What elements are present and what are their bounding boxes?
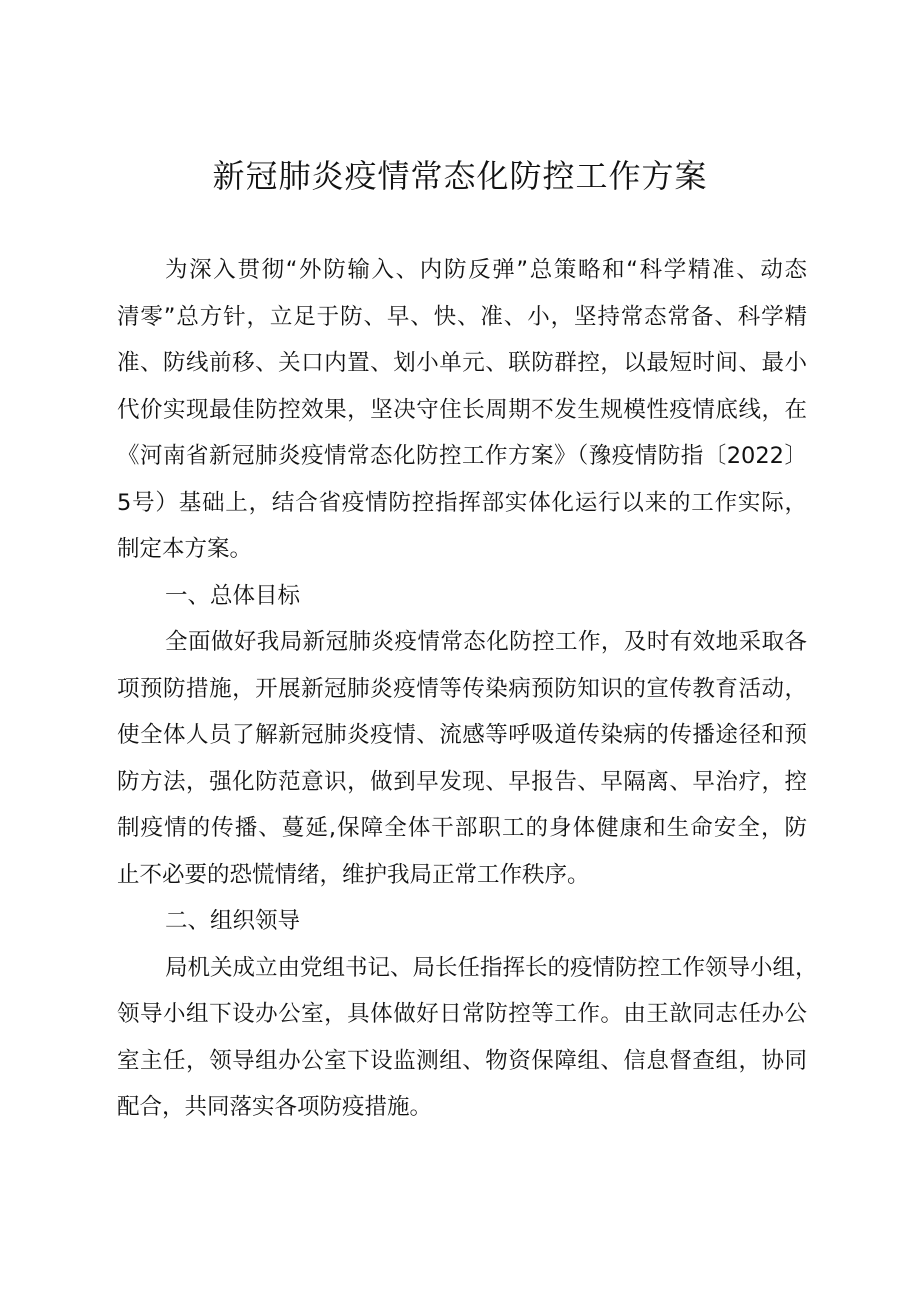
paragraph-1-line-2: 清零”总方针，立足于防、早、快、准、小，坚持常态常备、科学精 — [117, 303, 807, 330]
paragraph-1-line-7: 制定本方案。 — [117, 536, 253, 562]
paragraph-2-line-3: 使全体人员了解新冠肺炎疫情、流感等呼吸道传染病的传播途径和预 — [117, 722, 807, 748]
paragraph-1-line-1: 为深入贯彻“外防输入、内防反弹”总策略和“科学精准、动态 — [165, 257, 807, 283]
paragraph-1-line-3: 准、防线前移、关口内置、划小单元、联防群控，以最短时间、最小 — [117, 350, 807, 376]
paragraph-1-line-4: 代价实现最佳防控效果，坚决守住长周期不发生规模性疫情底线，在 — [117, 396, 807, 423]
paragraph-3-line-4: 配合，共同落实各项防疫措施。 — [117, 1094, 433, 1120]
paragraph-3-line-3: 室主任，领导组办公室下设监测组、物资保障组、信息督查组，协同 — [117, 1047, 807, 1074]
paragraph-2-line-4: 防方法，强化防范意识，做到早发现、早报告、早隔离、早治疗，控 — [117, 768, 807, 795]
paragraph-2-line-6: 止不必要的恐慌情绪，维护我局正常工作秩序。 — [117, 861, 590, 888]
paragraph-1-line-5: 《河南省新冠肺炎疫情常态化防控工作方案》（豫疫情防指〔2022〕 — [117, 443, 807, 469]
paragraph-2-line-5: 制疫情的传播、蔓延,保障全体干部职工的身体健康和生命安全，防 — [117, 815, 807, 841]
paragraph-2-line-1: 全面做好我局新冠肺炎疫情常态化防控工作，及时有效地采取各 — [165, 629, 807, 655]
paragraph-2-line-2: 项预防措施，开展新冠肺炎疫情等传染病预防知识的宣传教育活动， — [117, 675, 807, 702]
document-body — [117, 247, 818, 1131]
section-heading-1: 一、总体目标 — [165, 582, 301, 609]
paragraph-1-line-6: 5号）基础上，结合省疫情防控指挥部实体化运行以来的工作实际， — [117, 489, 807, 516]
document-title: 新冠肺炎疫情常态化防控工作方案 — [212, 157, 708, 195]
section-heading-2: 二、组织领导 — [165, 908, 301, 934]
paragraph-3-line-1: 局机关成立由党组书记、局长任指挥长的疫情防控工作领导小组， — [165, 954, 818, 981]
paragraph-3-line-2: 领导小组下设办公室，具体做好日常防控等工作。由王歆同志任办公 — [117, 1001, 807, 1027]
